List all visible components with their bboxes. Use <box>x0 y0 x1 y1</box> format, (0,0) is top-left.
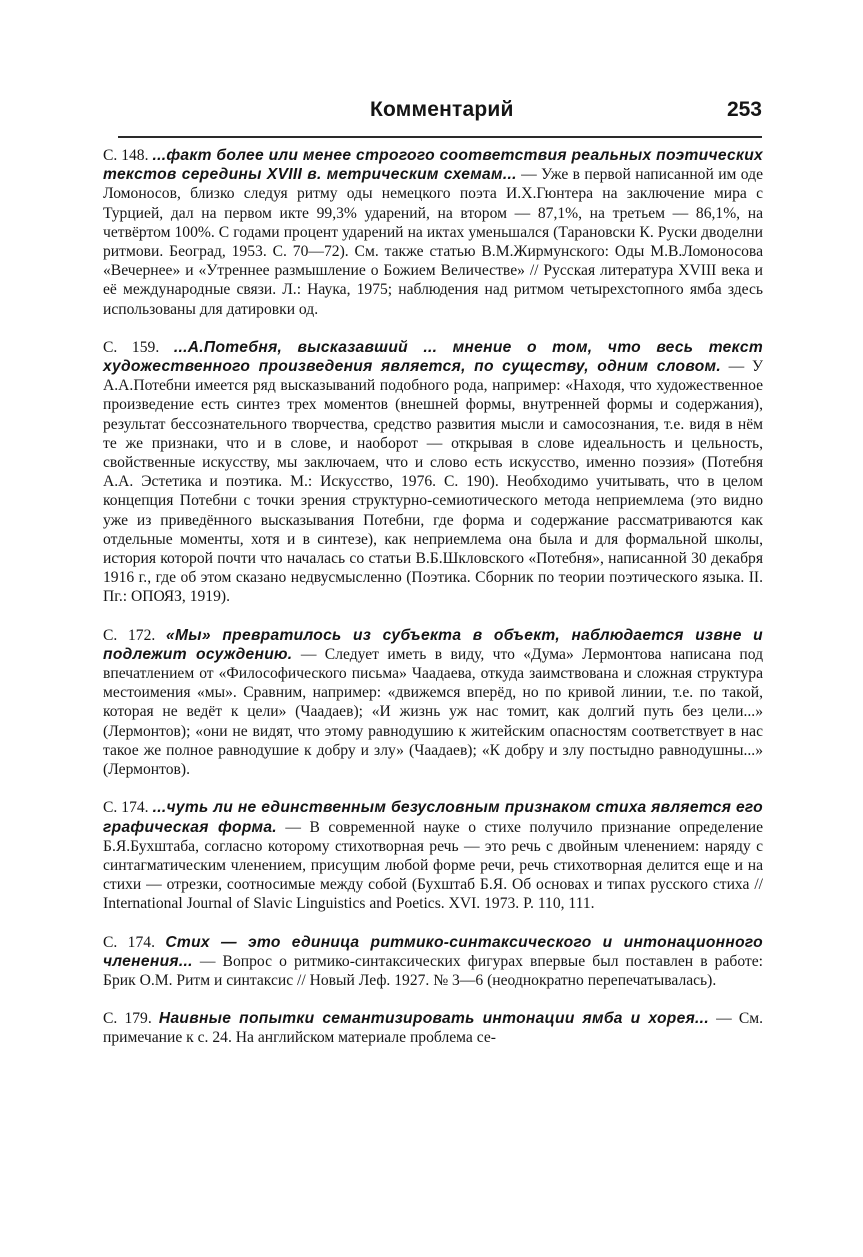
note-p159 <box>103 338 763 607</box>
running-head <box>128 98 764 128</box>
note-text: — В современной науке о стихе получило признание определение Б.Я.Бухштаба, согласно которому стихотворная речь — это речь с двойным членением: наряду с синтагматическим членением, присущим любой форме речи, речь стихотворная делится еще и на стихи — отрезки, соотносимые между собой (Бухштаб Б.Я. Об основах и типах русского стиха // International Journal of Slavic Linguistics and Poetics. XVI. 1973. P. 110, 111. <box>103 818 763 913</box>
note-lemma: ...А.Потебня, высказавший ... мнение о том, что весь текст художественного произведения является, по существу, одним словом. <box>103 338 763 376</box>
note-reference: С. 172. <box>103 626 167 644</box>
note-p174a <box>103 798 763 913</box>
note-reference: С. 174. <box>103 799 153 817</box>
note-p172 <box>103 626 763 780</box>
note-text: — Вопрос о ритмико-синтаксических фигурах впервые был поставлен в работе: Брик О.М. Ритм и синтаксис // Новый Леф. 1927. № 3—6 (неоднократно перепечатывалась). <box>103 952 763 989</box>
note-lemma: Стих — это единица ритмико-синтаксического и интонационного членения... <box>103 933 763 970</box>
note-text: — Уже в первой написанной им оде Ломоносов, близко следуя ритму оды немецкого поэта И.Х.Гюнтера на заключение мира с Турцией, дал на первом икте 99,3% ударений, на втором — 87,1%, на третьем — 86,1%, на четвёртом 100%. С годами процент ударений на иктах уменьшался (Тарановски К. Руски дводелни ритмови. Београд, 1953. С. 70—72). См. также статью В.М.Жирмунского: Оды М.В.Ломоносова «Вечернее» и «Утреннее размышление о Божием Величестве» // Русская литература XVIII века и её международные связи. Л.: Наука, 1975; наблюдения над ритмом четырехстопного ямба здесь использованы для датировки од. <box>103 166 763 318</box>
note-reference: С. 179. <box>103 1010 159 1028</box>
note-text: — См. примечание к с. 24. На английском материале проблема се- <box>103 1010 764 1047</box>
note-text: — Следует иметь в виду, что «Дума» Лермонтова написана под впечатлением от «Философического письма» Чаадаева, откуда заимствована и сложная структура местоимения «мы». Сравним, например: «движемся вперёд, но по кривой линии, т.е. по такой, которая не ведёт к цели» (Чаадаев); «И жизнь уж нас томит, как долгий путь без цели...» (Лермонтов); «они не видят, что этому равнодушию к житейским опасностям соответствует в нас такое же полное равнодушие к добру и злу» (Чаадаев); «К добру и злу постыдно равнодушны...» (Лермонтов). <box>103 645 764 779</box>
note-reference: С. 159. <box>103 338 174 356</box>
note-text: — У А.А.Потебни имеется ряд высказываний подобного рода, например: «Находя, что художественное произведение есть синтез трех моментов (внешней формы, внутренней формы и содержания), результат бессознательного творчества, средство развития мысли и самосознания, т.е. видя в нём те же признаки, что и в слове, и наоборот — открывая в слове идеальность и цельность, свойственные искусству, мы заключаем, что и слово есть искусство, именно поэзия» (Потебня А.А. Эстетика и поэтика. М.: Искусство, 1976. С. 190). Необходимо учитывать, что в целом концепция Потебни с точки зрения структурно-семиотического метода неприемлема (это видно уже из приведённого высказывания Потебни, где форма и содержание рассматриваются как отдельные моменты, хотя и в синтезе), как неприемлема она была и для формальной школы, история которой почти что началась со статьи В.Б.Шкловского «Потебня», написанной 30 декабря 1916 г., где об этом сказано недвусмысленно (Поэтика. Сборник по теории поэтического языка. II. Пг.: ОПОЯЗ, 1919). <box>103 358 763 606</box>
note-lemma: Наивные попытки семантизировать интонации ямба и хорея... <box>158 1010 709 1028</box>
header-rule <box>118 136 762 138</box>
note-reference: С. 174. <box>103 933 166 951</box>
note-lemma: ...факт более или менее строгого соответствия реальных поэтических текстов середины XVIII в. метрическим схемам... <box>103 147 763 184</box>
note-lemma: «Мы» превратилось из субъекта в объект, наблюдается извне и подлежит осуждению. <box>103 626 763 663</box>
running-head-title: Комментарий <box>370 98 514 121</box>
note-p174b <box>103 933 763 991</box>
note-p148 <box>103 146 763 319</box>
commentary-body <box>103 146 763 1048</box>
note-lemma: ...чуть ли не единственным безусловным признаком стиха является его графическая форма. <box>103 799 763 836</box>
note-reference: С. 148. <box>103 147 153 164</box>
page-number: 253 <box>726 98 762 121</box>
note-p179 <box>103 1009 763 1047</box>
